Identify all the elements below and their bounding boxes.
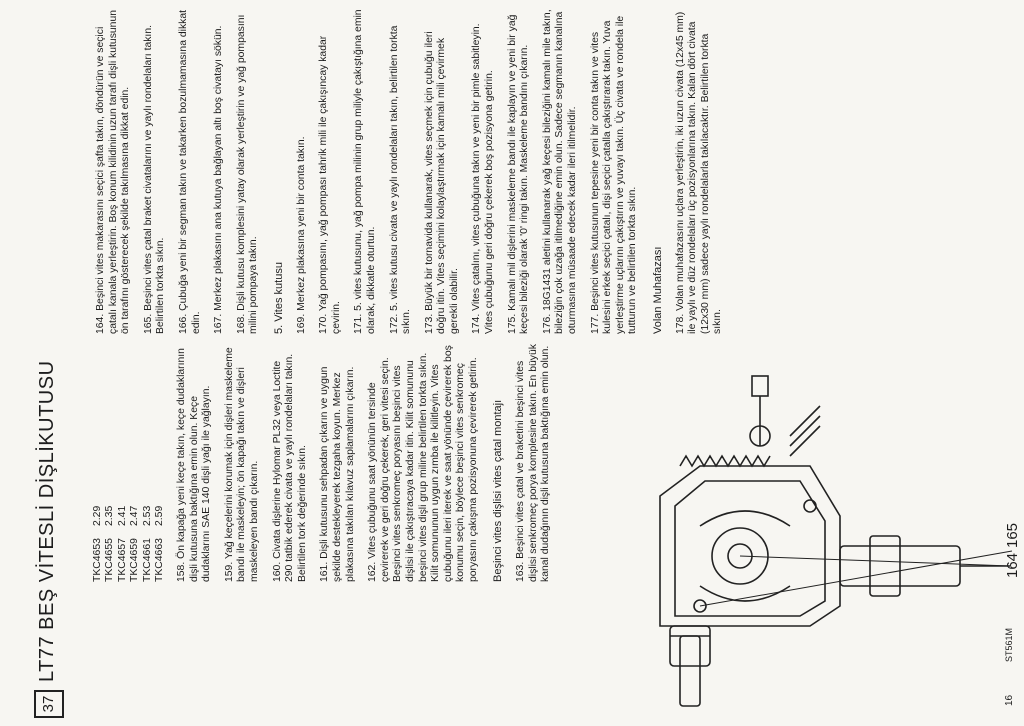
paragraph-177: 177. Beşinci vites kutusunun tepesine yeni bir conta takın ve vites kulesini erkek seçici çatalı, dişi seçici çatalla çakıştırarak takın. Yuva yerleştirme uçlarını çakıştırın ve yuvayı takın. Üç civata ve rondela ile tutturun ve belirtilen torkta sıkın. (589, 15, 639, 334)
code-value: 2.47 (129, 505, 141, 526)
paragraph-175: 175. Kamalı mil dişlerini maskeleme bandı ile kaplayın ve yeni bir yağ keçesi bileziği olarak '0' ringi takın. Maskeleme bandını çıkarın. (506, 14, 531, 334)
code: TKC4663 (154, 538, 166, 582)
paragraph-158: 158. Ön kapağa yeni keçe takın, keçe dudaklarının dişli kutusuna baktığına emin olun. Keçe dudaklarını SAE 140 dişli yağı ile yağlayın. (176, 348, 213, 582)
code-row (92, 342, 104, 582)
code: TKC4659 (129, 538, 141, 582)
code-row (142, 342, 154, 582)
right-column (95, 6, 735, 334)
section-heading-fork: Beşinci vites dişlisi vites çatal montajı (492, 399, 505, 582)
code-value: 2.59 (154, 505, 166, 526)
code-row (154, 342, 166, 582)
page-number: 16 (1004, 694, 1015, 706)
paragraph-174: 174. Vites çatalını, vites çubuğuna takın ve yeni bir pimle sabitleyin. Vites çubuğunu geri doğru çekerek boş pozisyona getirin. (471, 23, 496, 334)
paragraph-163: 163. Beşinci vites çatal ve braketini beşinci vites dişlisi senkromeç porya komplesine takın. En büyük kanal dudağının dişli kutusuna baktığına emin olun. (515, 344, 552, 582)
gear-teeth (680, 456, 770, 466)
page-title: LT77 BEŞ VİTESLİ DİŞLİKUTUSU (36, 360, 58, 682)
code-value: 2.35 (104, 505, 116, 526)
paragraph-173: 173. Büyük bir tornavida kullanarak, vites seçmek için çubuğu ileri doğru itin. Vites seçimini kolaylaştırmak için kamalı mili çevirmek gerekli olabilir. (423, 31, 460, 334)
code-value: 2.53 (141, 505, 153, 526)
code-row (117, 342, 129, 582)
paragraph-165: 165. Beşinci vites çatal braket civatalarını ve yaylı rondelaları takın. Belirtilen torkta sıkın. (142, 25, 167, 334)
figure-code: ST561M (1004, 627, 1014, 662)
paragraph-168: 168. Dişli kutusu komplesini yatay olarak yerleştirin ve yağ pompasını milini pompaya takın. (235, 14, 260, 334)
paragraph-167: 167. Merkez plakasını ana kutuya bağlayan altı boş civatayı sökün. (213, 25, 225, 334)
paragraph-172: 172. 5. vites kutusu civata ve yaylı rondelaları takın, belirtilen torkta sıkın. (388, 25, 413, 334)
paragraph-176: 176. 18G1431 aletini kullanarak yağ keçesi bileziğini kamalı mile takın, bileziğin çok uzağa itilmediğine emin olun. Sadece segmanın kanalına oturmasına müsaade edecek kadar ileri itilmelidir. (541, 9, 579, 334)
code-table (92, 342, 166, 582)
code: TKC4655 (104, 538, 116, 582)
section-number-box: 37 (34, 690, 64, 718)
paragraph-161: 161. Dişli kutusunu sehpadan çıkarın ve uygun şekilde destekleyerek tezgaha koyun. Merkez plakasına takılan kılavuz saplamalarını çıkarın. (319, 366, 356, 582)
code: TKC4657 (116, 538, 128, 582)
paragraph-169: 169. Merkez plakasına yeni bir conta takın. (295, 136, 307, 334)
paragraph-166: 166. Çubuğa yeni bir segman takın ve takarken bozulmamasına dikkat edin. (177, 9, 202, 334)
figure-label-164: 164 (1004, 552, 1021, 578)
paragraph-171: 171. 5. vites kutusunu, yağ pompa milinin grup miliyle çakıştığına emin olarak, dikkatle oturtun. (353, 9, 377, 334)
code: TKC4661 (141, 538, 153, 582)
gearbox-fork-illustration (640, 326, 1024, 726)
paragraph-160: 160. Civata dişlerine Hylomar PL32 veya Loctite 290 tatbik ederek civata ve yaylı rondelaları takın. Belirtilen tork değerinde sıkın. (271, 353, 308, 582)
section-heading-flywheel: Volan Muhafazası (652, 246, 664, 334)
left-column (176, 342, 563, 582)
code-value: 2.29 (92, 505, 103, 526)
paragraph-170: 170. Yağ pompasını, yağ pompası tahrik mili ile çakışıncay kadar çevirin. (318, 35, 342, 334)
paragraph-162: 162. Vites çubuğunu saat yönünün tersinde çevirerek ve geri doğru çekerek, geri vitesi seçin. Beşinci vites senkromeç poryasını beşinci vites dişlisi ile çakıştıracaya kadar itin. Kilit somununu beşinci vites dişli grup miline belirtilen torkta sıkın. Kilit somununun uygun zımba ile kilitleyin. Vites çubuğunu ileri iterek ve saat yönünde çevirerek boş konumu seçin, böylece beşinci vites senkromeç poryasını çakışma pozisyonuna çevirerek getirin. (367, 345, 479, 582)
figure-label-165: 165 (1004, 522, 1021, 548)
code-value: 2.41 (116, 505, 128, 526)
paragraph-159: 159. Yağ keçelerini korumak için dişleri maskeleme bandı ile maskeleyin; ön kapağı takın ve dişleri maskeleyen bandı çıkarın. (223, 347, 260, 582)
code: TKC4653 (92, 538, 103, 582)
shaft-collar (670, 626, 710, 666)
shaft-left (680, 636, 700, 706)
paragraph-178: 178. Volan muhafazasını uçlara yerleştirin, iki uzun civata (12x45 mm) ile yaylı ve düz rondelaları üç pozisyonlarına takın. Kalan dört civata (12x30 mm) sadece yaylı rondelalarla takılacaktır. Belirtilen torkta sıkın. (674, 11, 724, 334)
code-row (104, 342, 116, 582)
code-row (129, 342, 141, 582)
fork-bracket (660, 466, 840, 626)
section-heading-fifth-gear: 5. Vites kutusu (272, 262, 285, 334)
paragraph-164: 164. Beşinci vites makarasını seçici şafta takın, döndürün ve seçici çatalı kanala yerleştirin. Boş konum kilidinin uzun tarafı dişli kutusunun ön tarafını gösterecek şekilde takılmasına dikkat edin. (95, 9, 132, 334)
